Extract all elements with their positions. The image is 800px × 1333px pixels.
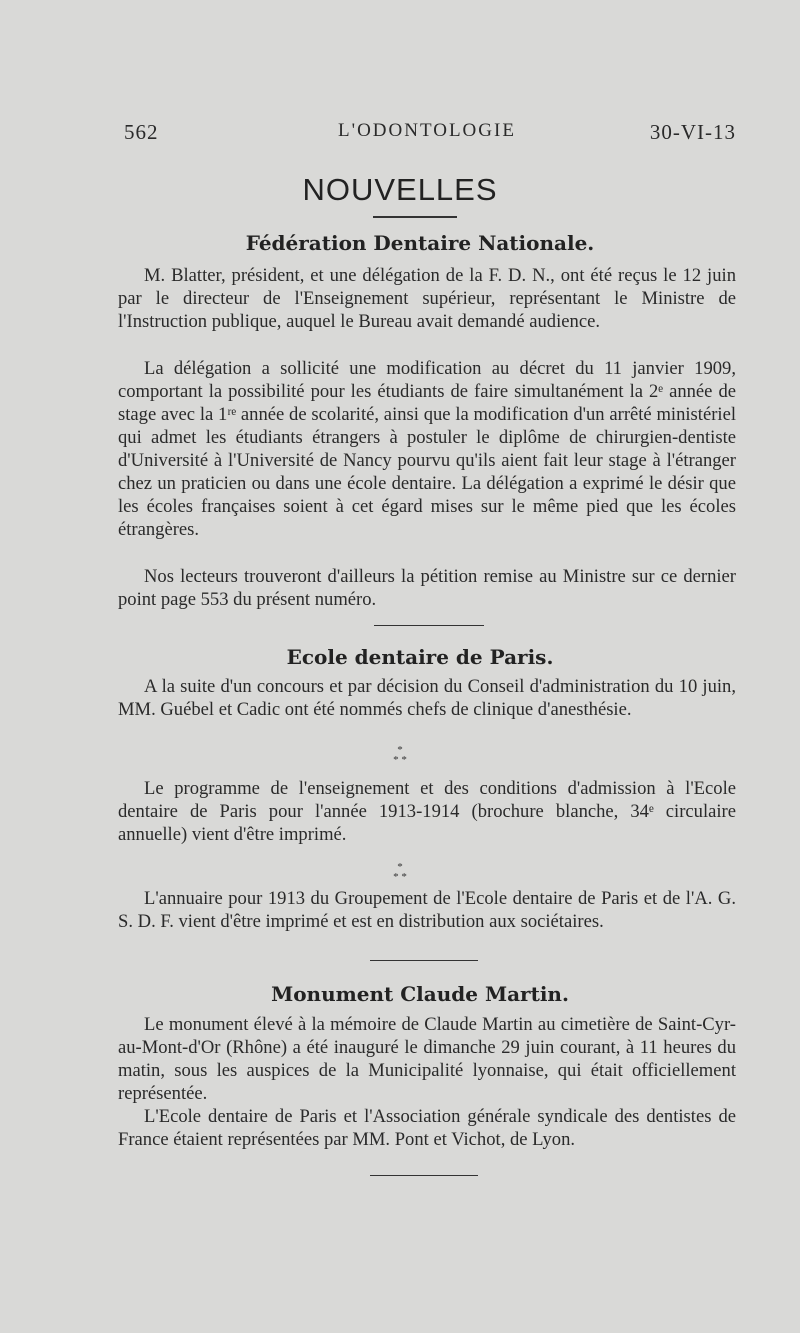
running-head [118, 120, 736, 150]
section-divider [370, 960, 478, 961]
paragraph: A la suite d'un concours et par décision du Conseil d'administration du 10 juin, MM. Guébel et Cadic ont été nommés chefs de clinique d'anesthésie. [118, 676, 736, 720]
section-title-federation: Fédération Dentaire Nationale. [245, 231, 595, 255]
paragraph: Le monument élevé à la mémoire de Claude Martin au cimetière de Saint-Cyr-au-Mont-d'Or (Rhône) a été inauguré le dimanche 29 juin courant, à 11 heures du matin, sous les auspices de la Municipalité lyonnaise, qui était officiellement représentée. [118, 1014, 736, 1104]
paragraph: L'Ecole dentaire de Paris et l'Association générale syndicale des dentistes de France étaient représentées par MM. Pont et Vichot, de Lyon. [118, 1106, 736, 1150]
paragraph: L'annuaire pour 1913 du Groupement de l'Ecole dentaire de Paris et de l'A. G. S. D. F. vient d'être imprimé et est en distribution aux sociétaires. [118, 888, 736, 932]
title-rule [373, 216, 457, 218]
section-title-ecole: Ecole dentaire de Paris. [286, 645, 554, 669]
page-number: 562 [124, 120, 159, 144]
paragraph: Nos lecteurs trouveront d'ailleurs la pétition remise au Ministre sur ce dernier point page 553 du présent numéro. [118, 566, 736, 610]
section-title-monument: Monument Claude Martin. [271, 982, 569, 1006]
asterism: * * * [393, 861, 407, 883]
issue-date: 30-VI-13 [649, 120, 736, 144]
paragraph: Le programme de l'enseignement et des conditions d'admission à l'Ecole dentaire de Paris pour l'année 1913-1914 (brochure blanche, 34ᵉ circulaire annuelle) vient d'être imprimé. [118, 778, 736, 845]
paragraph: M. Blatter, président, et une délégation de la F. D. N., ont été reçus le 12 juin par le directeur de l'Enseignement supérieur, représentant le Ministre de l'Instruction publique, auquel le Bureau avait demandé audience. [118, 265, 736, 332]
section-divider [374, 625, 484, 626]
closing-rule [370, 1175, 478, 1176]
paragraph: La délégation a sollicité une modification au décret du 11 janvier 1909, comportant la possibilité pour les étudiants de faire simultanément la 2ᵉ année de stage avec la 1ʳᵉ année de scolarité, ainsi que la modification d'un arrêté ministériel qui admet les étudiants étrangers à postuler le diplôme de chirurgien-dentiste d'Université à l'Université de Nancy pourvu qu'ils aient fait leur stage à l'étranger chez un praticien ou dans une école dentaire. La délégation a exprimé le désir que les écoles françaises soient à cet égard mises sur le même pied que les écoles étrangères. [118, 358, 736, 540]
page-title: NOUVELLES [302, 172, 498, 207]
journal-title: L'ODONTOLOGIE [338, 120, 516, 141]
asterism: * * * [393, 744, 407, 766]
